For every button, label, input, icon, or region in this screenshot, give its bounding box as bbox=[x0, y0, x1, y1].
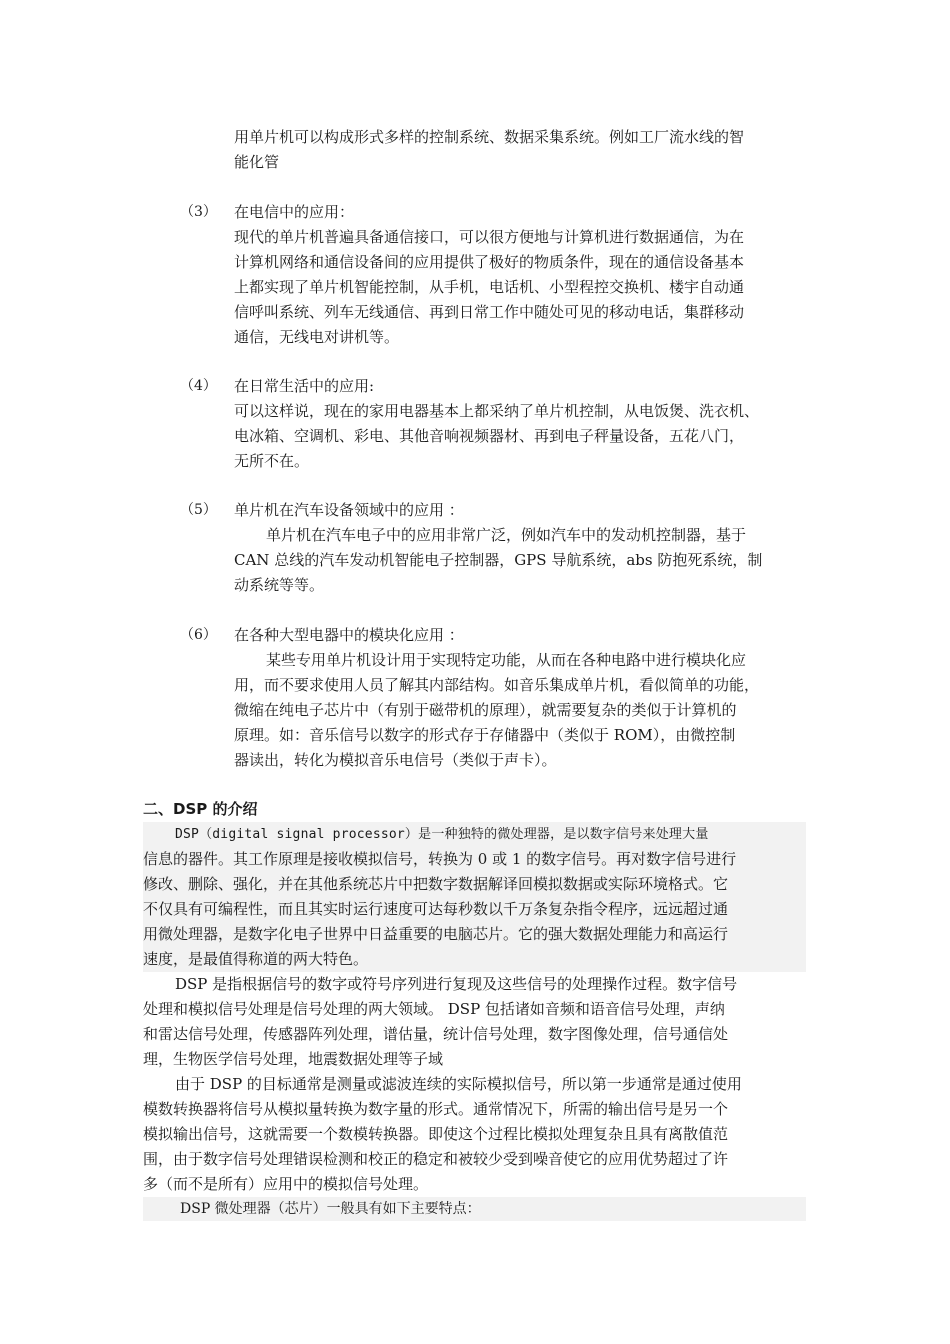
item-line: 原理。如：音乐信号以数字的形式存于存储器中（类似于 ROM），由微控制 bbox=[234, 726, 736, 744]
paragraph-line: 模拟输出信号，这就需要一个数模转换器。即使这个过程比模拟处理复杂且具有离散值范 bbox=[143, 1125, 729, 1143]
paragraph-line: DSP 是指根据信号的数字或符号序列进行复现及这些信号的处理操作过程。数字信号 bbox=[175, 975, 738, 993]
paragraph-line: 由于 DSP 的目标通常是测量或滤波连续的实际模拟信号，所以第一步通常是通过使用 bbox=[175, 1075, 742, 1093]
item-line: 现代的单片机普遍具备通信接口，可以很方便地与计算机进行数据通信，为在 bbox=[234, 228, 745, 246]
item-title: 在日常生活中的应用: bbox=[234, 377, 375, 395]
item-line: 计算机网络和通信设备间的应用提供了极好的物质条件，现在的通信设备基本 bbox=[234, 253, 745, 271]
intro-line: 能化管 bbox=[234, 153, 280, 171]
item-number: （6） bbox=[180, 627, 217, 643]
paragraph-line: DSP（digital signal processor）是一种独特的微处理器，是以数字信号来处理大量 bbox=[175, 827, 709, 842]
item-line: 无所不在。 bbox=[234, 452, 310, 470]
section-heading: 二、DSP 的介绍 bbox=[143, 800, 258, 818]
item-line: 上都实现了单片机智能控制，从手机，电话机、小型程控交换机、楼宇自动通 bbox=[234, 278, 745, 296]
item-line: 某些专用单片机设计用于实现特定功能，从而在各种电路中进行模块化应 bbox=[266, 651, 747, 669]
paragraph-line: 理，生物医学信号处理，地震数据处理等子域 bbox=[143, 1050, 444, 1068]
item-line: 用，而不要求使用人员了解其内部结构。如音乐集成单片机，看似简单的功能， bbox=[234, 676, 760, 694]
paragraph-line: 处理和模拟信号处理是信号处理的两大领域。 DSP 包括诸如音频和语音信号处理，声纳 bbox=[143, 1000, 725, 1018]
paragraph-line: 和雷达信号处理，传感器阵列处理，谱估量，统计信号处理，数字图像处理，信号通信处 bbox=[143, 1025, 729, 1043]
item-line: 动系统等等。 bbox=[234, 576, 325, 594]
paragraph-line: 模数转换器将信号从模拟量转换为数字量的形式。通常情况下，所需的输出信号是另一个 bbox=[143, 1100, 729, 1118]
item-number: （3） bbox=[180, 204, 217, 220]
paragraph-line: 速度，是最值得称道的两大特色。 bbox=[143, 950, 369, 968]
paragraph-line: 多（而不是所有）应用中的模拟信号处理。 bbox=[143, 1175, 429, 1193]
item-line: 微缩在纯电子芯片中（有别于磁带机的原理），就需要复杂的类似于计算机的 bbox=[234, 701, 737, 719]
item-line: 电冰箱、空调机、彩电、其他音响视频器材、再到电子秤量设备，五花八门， bbox=[234, 427, 745, 445]
item-line: 信呼叫系统、列车无线通信、再到日常工作中随处可见的移动电话，集群移动 bbox=[234, 303, 745, 321]
paragraph-line: 修改、删除、强化，并在其他系统芯片中把数字数据解译回模拟数据或实际环境格式。它 bbox=[143, 875, 729, 893]
paragraph-line: 围，由于数字信号处理错误检测和校正的稳定和被较少受到噪音使它的应用优势超过了许 bbox=[143, 1150, 729, 1168]
item-number: （4） bbox=[180, 378, 217, 394]
item-line: 可以这样说，现在的家用电器基本上都采纳了单片机控制，从电饭煲、洗衣机、 bbox=[234, 402, 760, 420]
paragraph-line: DSP 微处理器（芯片）一般具有如下主要特点： bbox=[180, 1201, 481, 1217]
paragraph-line: 不仅具有可编程性，而且其实时运行速度可达每秒数以千万条复杂指令程序，远远超过通 bbox=[143, 900, 729, 918]
item-line: 器读出，转化为模拟音乐电信号（类似于声卡）。 bbox=[234, 751, 557, 769]
item-line: 单片机在汽车电子中的应用非常广泛，例如汽车中的发动机控制器，基于 bbox=[266, 526, 747, 544]
intro-line: 用单片机可以构成形式多样的控制系统、数据采集系统。例如工厂流水线的智 bbox=[234, 128, 745, 146]
paragraph-line: 用微处理器，是数字化电子世界中日益重要的电脑芯片。它的强大数据处理能力和高运行 bbox=[143, 925, 729, 943]
item-title: 在各种大型电器中的模块化应用 ： bbox=[234, 626, 464, 644]
item-title: 单片机在汽车设备领域中的应用 ： bbox=[234, 501, 464, 519]
item-line: CAN 总线的汽车发动机智能电子控制器，GPS 导航系统，abs 防抱死系统，制 bbox=[234, 551, 763, 569]
item-title: 在电信中的应用： bbox=[234, 203, 355, 221]
paragraph-line: 信息的器件。其工作原理是接收模拟信号，转换为 0 或 1 的数字信号。再对数字信号进行 bbox=[143, 850, 737, 868]
item-number: （5） bbox=[180, 502, 217, 518]
item-line: 通信，无线电对讲机等。 bbox=[234, 328, 400, 346]
